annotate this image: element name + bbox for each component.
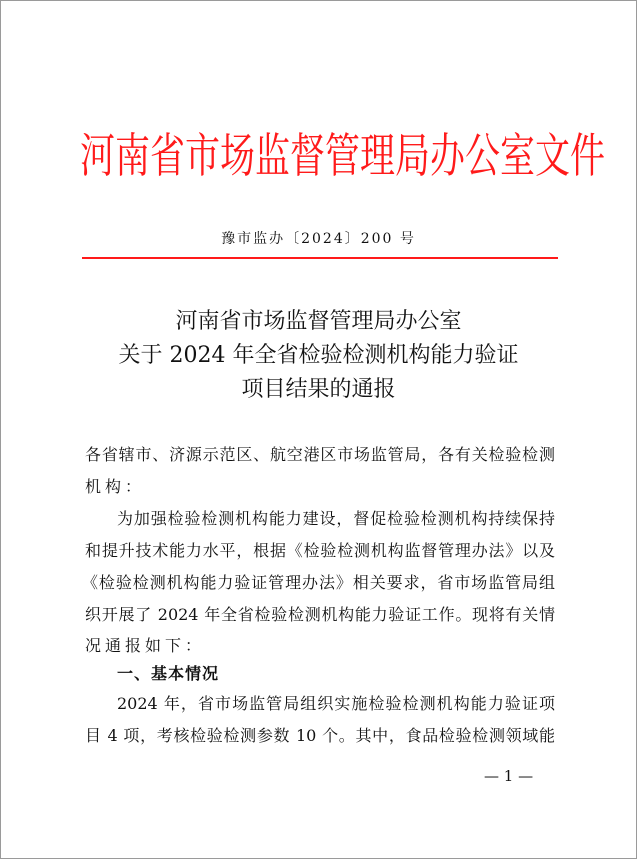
document-number: 豫市监办〔2024〕200 号 (221, 231, 416, 247)
title-line-1: 河南省市场监督管理局办公室 (175, 309, 462, 334)
body-line: 为加强检验检测机构能力建设，督促检验检测机构持续保持 (117, 509, 555, 528)
issuer-header: 河南省市场监督管理局办公室文件 (80, 130, 606, 184)
body-line: 2024 年，省市场监管局组织实施检验检测机构能力验证项 (117, 694, 555, 713)
red-divider (82, 257, 558, 259)
section-heading: 一、基本情况 (117, 664, 220, 683)
body-line: 和提升技术能力水平，根据《检验检测机构监督管理办法》以及 (85, 541, 555, 560)
body-line: 织开展了 2024 年全省检验检测机构能力验证工作。现将有关情 (85, 605, 555, 624)
body-line: 《检验检测机构能力验证管理办法》相关要求，省市场监管局组 (82, 573, 555, 592)
body-line: 各省辖市、济源示范区、航空港区市场监管局，各有关检验检测 (85, 445, 555, 464)
body-line: 况通报如下： (85, 636, 206, 655)
page-number: — 1 — (484, 767, 534, 785)
body-line: 机构： (85, 477, 146, 496)
title-line-3: 项目结果的通报 (241, 377, 396, 402)
title-line-2: 关于 2024 年全省检验检测机构能力验证 (118, 343, 519, 368)
body-line: 目 4 项，考核检验检测参数 10 个。其中，食品检验检测领域能 (85, 726, 555, 745)
